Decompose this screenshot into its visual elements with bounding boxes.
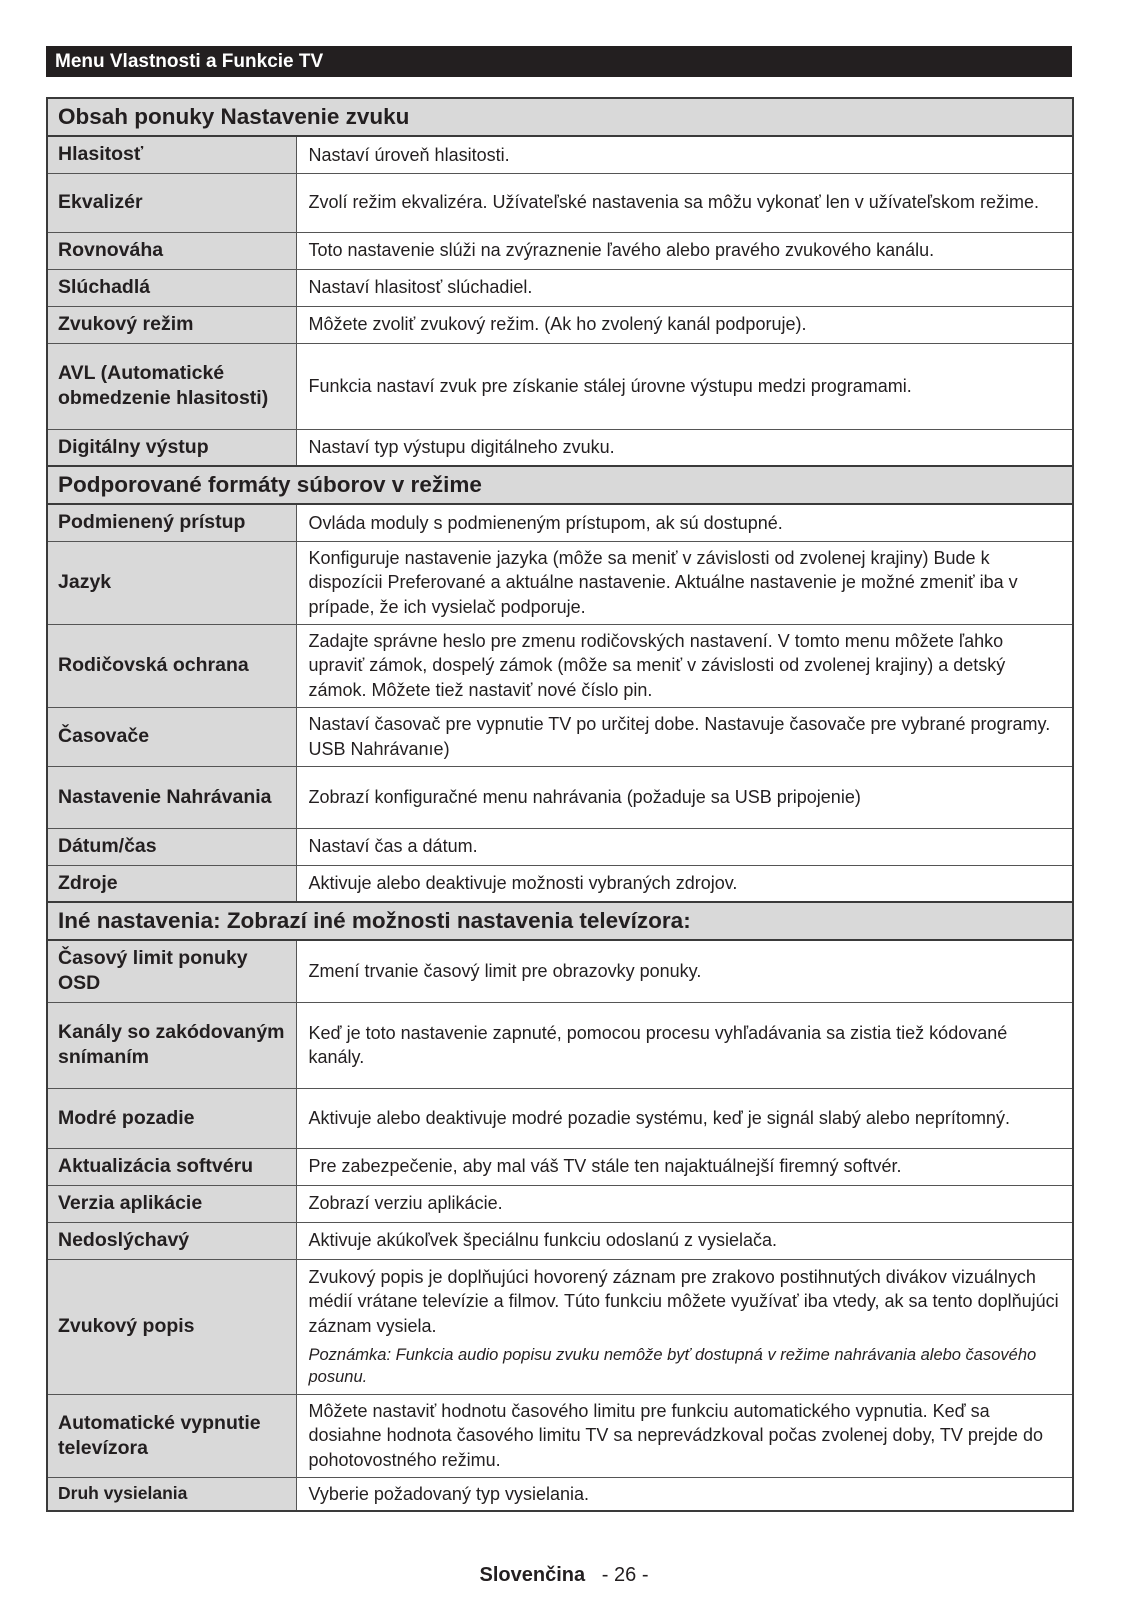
setting-description: Aktivuje alebo deaktivuje možnosti vybraných zdrojov. bbox=[296, 865, 1073, 902]
table-row bbox=[47, 707, 1073, 766]
setting-label: Nedoslýchavý bbox=[47, 1222, 296, 1259]
setting-label: Modré pozadie bbox=[47, 1088, 296, 1148]
table-row bbox=[47, 828, 1073, 865]
setting-description: Funkcia nastaví zvuk pre získanie stálej úrovne výstupu medzi programami. bbox=[296, 343, 1073, 429]
setting-label: Druh vysielania bbox=[47, 1477, 296, 1511]
setting-description: Zadajte správne heslo pre zmenu rodičovských nastavení. V tomto menu môžete ľahko upraviť zámok, dospelý zámok (môže sa meniť v závislosti od zvolenej krajiny) a detský zámok. Môžete tiež nastaviť nové číslo pin. bbox=[296, 624, 1073, 707]
table-row bbox=[47, 173, 1073, 232]
setting-label: Dátum/čas bbox=[47, 828, 296, 865]
setting-description: Zobrazí konfiguračné menu nahrávania (požaduje sa USB pripojenie) bbox=[296, 766, 1073, 828]
setting-description: Toto nastavenie slúži na zvýraznenie ľavého alebo pravého zvukového kanálu. bbox=[296, 232, 1073, 269]
table-row bbox=[47, 1088, 1073, 1148]
table-row bbox=[47, 1477, 1073, 1511]
table-row bbox=[47, 1185, 1073, 1222]
table-row bbox=[47, 1394, 1073, 1477]
table-row bbox=[47, 1222, 1073, 1259]
setting-description: Môžete nastaviť hodnotu časového limitu pre funkciu automatického vypnutia. Keď sa dosiahne hodnota časového limitu TV sa neprevádzkoval počas zvolenej doby, TV prejde do pohotovostného režimu. bbox=[296, 1394, 1073, 1477]
setting-description: Nastaví úroveň hlasitosti. bbox=[296, 136, 1073, 173]
table-row bbox=[47, 940, 1073, 1002]
table-row bbox=[47, 136, 1073, 173]
setting-description bbox=[296, 1259, 1073, 1394]
setting-description: Zobrazí verziu aplikácie. bbox=[296, 1185, 1073, 1222]
setting-description: Aktivuje alebo deaktivuje modré pozadie systému, keď je signál slabý alebo neprítomný. bbox=[296, 1088, 1073, 1148]
setting-label: Rodičovská ochrana bbox=[47, 624, 296, 707]
setting-description: Aktivuje akúkoľvek špeciálnu funkciu odoslanú z vysielača. bbox=[296, 1222, 1073, 1259]
section-header-row bbox=[47, 902, 1073, 940]
table-row bbox=[47, 269, 1073, 306]
page-number: - 26 - bbox=[601, 1564, 649, 1586]
section-title: Obsah ponuky Nastavenie zvuku bbox=[47, 98, 1073, 136]
table-row bbox=[47, 306, 1073, 343]
table-row bbox=[47, 624, 1073, 707]
setting-note: Poznámka: Funkcia audio popisu zvuku nemôže byť dostupná v režime nahrávania alebo časového posunu. bbox=[308, 1346, 1037, 1387]
setting-label: Aktualizácia softvéru bbox=[47, 1148, 296, 1185]
setting-label: Zdroje bbox=[47, 865, 296, 902]
setting-label: Verzia aplikácie bbox=[47, 1185, 296, 1222]
page-footer bbox=[0, 1564, 1128, 1587]
table-row bbox=[47, 429, 1073, 466]
setting-description: Pre zabezpečenie, aby mal váš TV stále ten najaktuálnejší firemný softvér. bbox=[296, 1148, 1073, 1185]
setting-description: Môžete zvoliť zvukový režim. (Ak ho zvolený kanál podporuje). bbox=[296, 306, 1073, 343]
setting-label: Časový limit ponuky OSD bbox=[47, 940, 296, 1002]
table-row bbox=[47, 232, 1073, 269]
setting-description: Zvolí režim ekvalizéra. Užívateľské nastavenia sa môžu vykonať len v užívateľskom režime. bbox=[296, 173, 1073, 232]
setting-description: Nastaví typ výstupu digitálneho zvuku. bbox=[296, 429, 1073, 466]
setting-label: Zvukový popis bbox=[47, 1259, 296, 1394]
section-header-row bbox=[47, 98, 1073, 136]
table-row bbox=[47, 504, 1073, 541]
setting-label: AVL (Automatické obmedzenie hlasitosti) bbox=[47, 343, 296, 429]
setting-description: Vyberie požadovaný typ vysielania. bbox=[296, 1477, 1073, 1511]
setting-description: Keď je toto nastavenie zapnuté, pomocou procesu vyhľadávania sa zistia tiež kódované kanály. bbox=[296, 1002, 1073, 1088]
table-row bbox=[47, 1148, 1073, 1185]
page-header-bar bbox=[46, 46, 1072, 77]
setting-description: Ovláda moduly s podmieneným prístupom, ak sú dostupné. bbox=[296, 504, 1073, 541]
setting-label: Automatické vypnutie televízora bbox=[47, 1394, 296, 1477]
page-header-title: Menu Vlastnosti a Funkcie TV bbox=[55, 51, 324, 72]
setting-label: Digitálny výstup bbox=[47, 429, 296, 466]
footer-language: Slovenčina bbox=[479, 1564, 586, 1586]
setting-description-text: Zvukový popis je doplňujúci hovorený záznam pre zrakovo postihnutých divákov vizuálnych médií vrátane televízie a filmov. Túto funkciu môžete využívať iba vtedy, ak sa tento doplňujúci záznam vysiela. bbox=[308, 1266, 1059, 1336]
section-header-row bbox=[47, 466, 1073, 504]
setting-description: Nastaví časovač pre vypnutie TV po určitej dobe. Nastavuje časovače pre vybrané programy. USB Nahrávanıe) bbox=[296, 707, 1073, 766]
section-title: Iné nastavenia: Zobrazí iné možnosti nastavenia televízora: bbox=[47, 902, 1073, 940]
table-row bbox=[47, 343, 1073, 429]
setting-label: Kanály so zakódovaným snímaním bbox=[47, 1002, 296, 1088]
setting-label: Zvukový režim bbox=[47, 306, 296, 343]
table-row bbox=[47, 1259, 1073, 1394]
setting-description: Nastaví čas a dátum. bbox=[296, 828, 1073, 865]
section-title: Podporované formáty súborov v režime bbox=[47, 466, 1073, 504]
table-row bbox=[47, 1002, 1073, 1088]
setting-label: Nastavenie Nahrávania bbox=[47, 766, 296, 828]
table-row bbox=[47, 541, 1073, 624]
setting-label: Časovače bbox=[47, 707, 296, 766]
setting-label: Slúchadlá bbox=[47, 269, 296, 306]
setting-label: Rovnováha bbox=[47, 232, 296, 269]
table-row bbox=[47, 865, 1073, 902]
setting-label: Podmienený prístup bbox=[47, 504, 296, 541]
menu-features-table bbox=[46, 97, 1074, 1512]
setting-description: Nastaví hlasitosť slúchadiel. bbox=[296, 269, 1073, 306]
table-row bbox=[47, 766, 1073, 828]
setting-description: Konfiguruje nastavenie jazyka (môže sa meniť v závislosti od zvolenej krajiny) Bude k dispozícii Preferované a aktuálne nastavenie. Aktuálne nastavenie je možné zmeniť iba v prípade, že ich vysielač podporuje. bbox=[296, 541, 1073, 624]
setting-description: Zmení trvanie časový limit pre obrazovky ponuky. bbox=[296, 940, 1073, 1002]
setting-label: Hlasitosť bbox=[47, 136, 296, 173]
setting-label: Ekvalizér bbox=[47, 173, 296, 232]
setting-label: Jazyk bbox=[47, 541, 296, 624]
